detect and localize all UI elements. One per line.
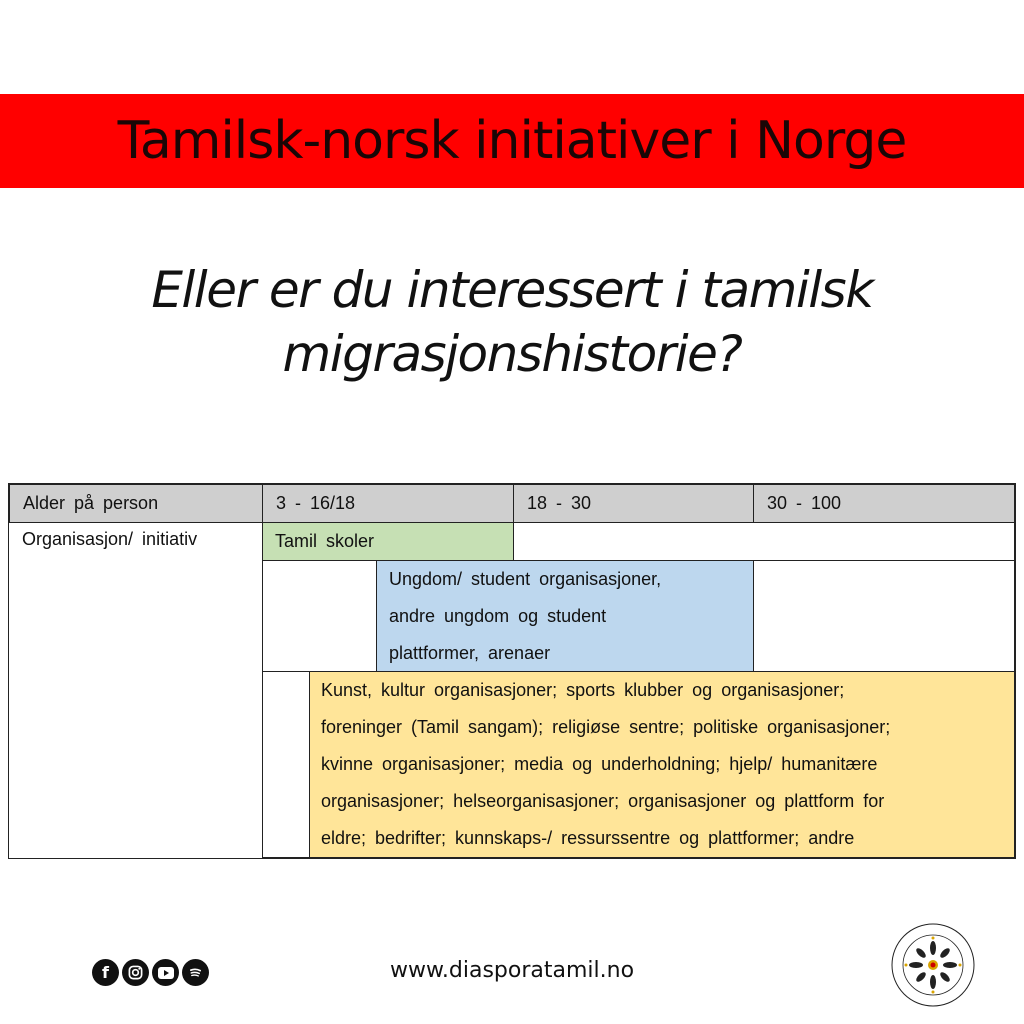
header-age: Alder på person: [9, 484, 263, 523]
youth-organisations-cell: [376, 560, 754, 672]
question-line-2: migrasjonshistorie?: [282, 325, 742, 383]
schools-cell: Tamil skoler: [262, 522, 514, 561]
youth-line-1: Ungdom/ student organisasjoner,: [389, 569, 662, 589]
general-empty-left: [262, 671, 310, 858]
general-line-2: foreninger (Tamil sangam); religiøse sentre; politiske organisasjoner;: [321, 717, 891, 737]
question-heading: [0, 258, 1024, 386]
question-line-1: Eller er du interessert i tamilsk: [151, 261, 873, 319]
general-organisations-cell: [309, 671, 1015, 858]
header-age-30-100: 30 - 100: [753, 484, 1015, 523]
header-age-3-18: 3 - 16/18: [262, 484, 514, 523]
facebook-icon[interactable]: f: [92, 959, 119, 986]
title-banner: [0, 94, 1024, 188]
general-line-1: Kunst, kultur organisasjoner; sports klubber og organisasjoner;: [321, 680, 845, 700]
general-line-4: organisasjoner; helseorganisasjoner; organisasjoner og plattform for: [321, 791, 885, 811]
page-title: Tamilsk-norsk initiativer i Norge: [117, 111, 907, 171]
youth-line-3: plattformer, arenaer: [389, 643, 551, 663]
row-label-organisation: Organisasjon/ initiativ: [9, 522, 263, 858]
youth-empty-right: [753, 560, 1015, 672]
diaspora-tamil-archives-logo: [890, 922, 976, 1008]
header-age-18-30: 18 - 30: [513, 484, 754, 523]
general-line-3: kvinne organisasjoner; media og underholdning; hjelp/ humanitære: [321, 754, 878, 774]
website-url[interactable]: www.diasporatamil.no: [389, 958, 635, 983]
youth-empty-left: [262, 560, 377, 672]
youth-line-2: andre ungdom og student: [389, 606, 607, 626]
schools-empty-cell: [513, 522, 1015, 561]
initiatives-table: [8, 483, 1016, 859]
general-line-5: eldre; bedrifter; kunnskaps-/ ressurssentre og plattformer; andre: [321, 828, 855, 848]
